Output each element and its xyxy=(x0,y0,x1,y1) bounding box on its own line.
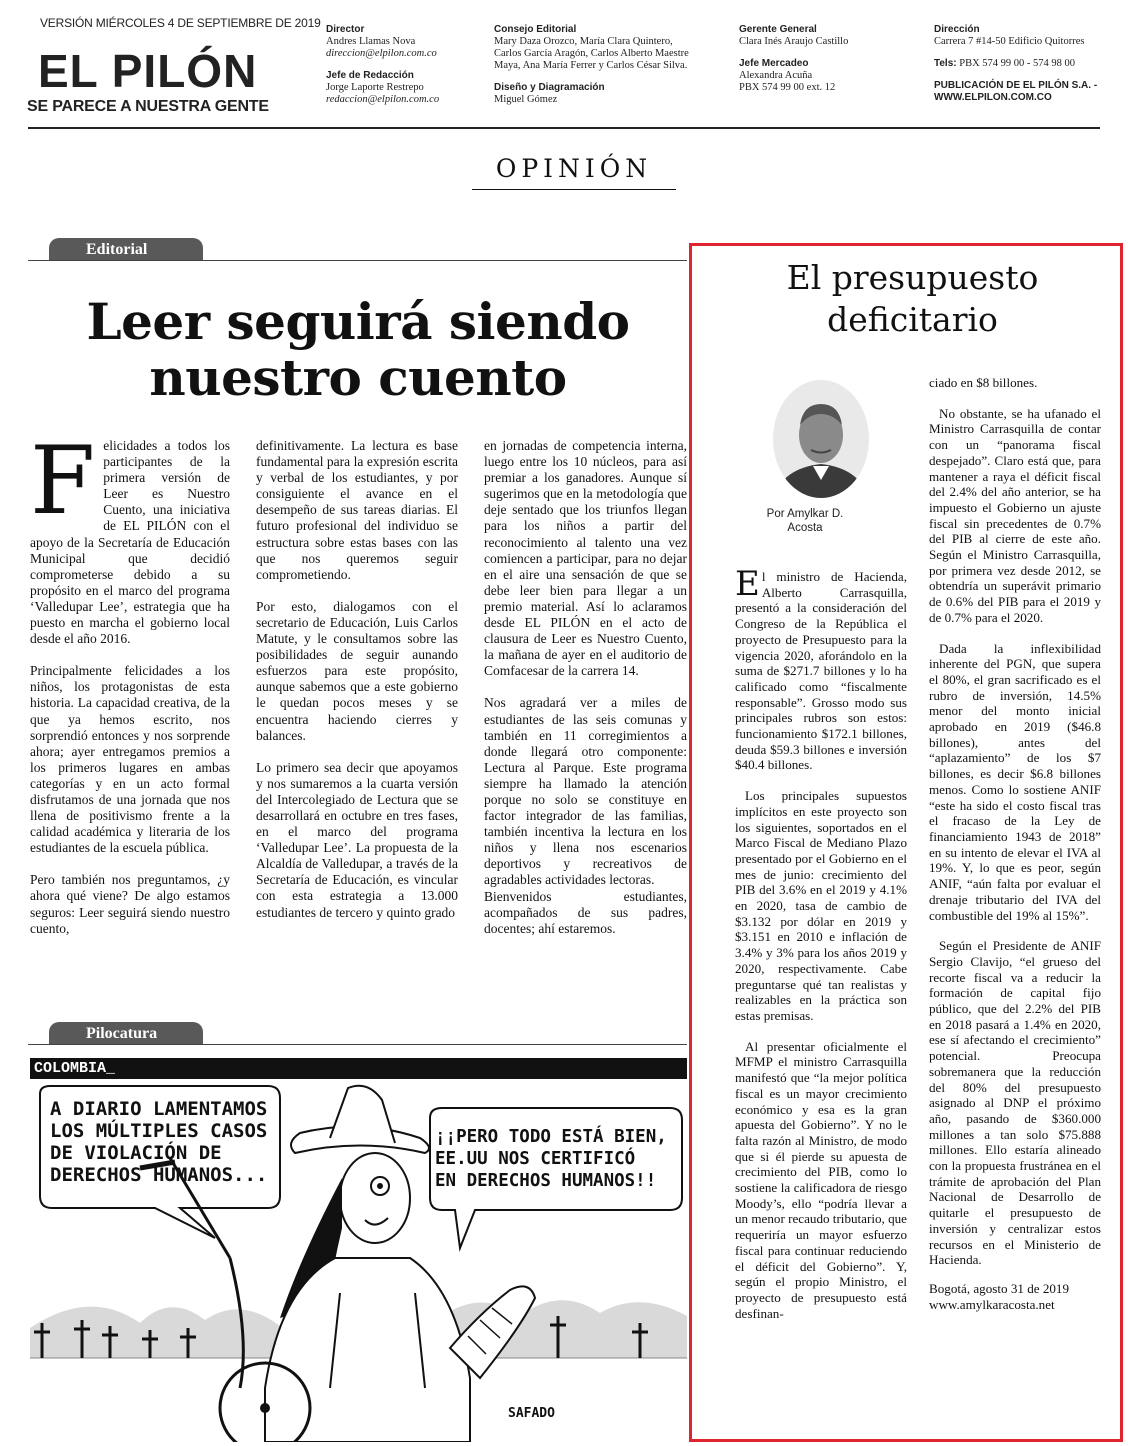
opinion-paragraph: Al presentar oficialmente el MFMP el ministro Carrasquilla manifestó que “la mejor política fiscal es un mayor crecimiento económico y esa es la gran apuesta del Gobierno”. Y no le falta razón al Ministro, de modo que si él pierde su apuesta de crecimiento del PIB, como lo sostiene la calificadora de riesgo Moody’s, ello “podría llevar a un menor recaudo tributario, que requeriría un mayor esfuerzo fiscal para continuar reduciendo el déficit del Gobierno”. Y, según el propio Ministro, el proyecto de presupuesto está desfinan- xyxy=(735,1038,907,1321)
staff-name: Mary Daza Orozco, María Clara Quintero, xyxy=(494,36,673,47)
editorial-paragraph: Principalmente felicidades a los niños, los protagonistas de esta historia. La capacidad creativa, de la que ya hemos escrito, nos sorprendió entonces y nos sorprende ahora; ayer entregamos premios a los primeros lugares en ambas categorías y en un acto formal disfrutamos de una jornada que nos llena de positivismo frente a la calidad académica y literaria de los estudiantes de la escuela pública. xyxy=(30,663,230,856)
pilocatura-tab: Pilocatura xyxy=(49,1022,203,1045)
newspaper-tagline: SE PARECE A NUESTRA GENTE xyxy=(27,98,269,115)
pilocatura-tab-rule xyxy=(28,1044,687,1045)
staff-phones xyxy=(934,58,1097,70)
headline-line: deficitario xyxy=(827,300,998,339)
masthead-rule xyxy=(28,127,1100,129)
bubble-line: DERECHOS HUMANOS... xyxy=(50,1164,268,1186)
editorial-paragraph: en jornadas de competencia interna, luego entre los 10 núcleos, para así premiar a los ganadores. Aunque sí sugerimos que en la metodología que deje sentado que los triunfos llegan para los niños a partir del reconocimiento al talento una vez comiencen a participar, para no dejar en el aire una sensación de que se debe leer bien para llegar a un premio material. Así lo aclaramos desde EL PILÓN en el acto de clausura de Leer es Nuestro Cuento, la mañana de ayer en el auditorio de Comfacesar de la carrera 14. xyxy=(484,438,687,679)
staff-email: redaccion@elpilon.com.co xyxy=(326,94,440,105)
opinion-website-link[interactable]: www.amylkaracosta.net xyxy=(929,1296,1055,1312)
staff-role: Gerente General xyxy=(739,24,817,35)
opinion-paragraph: Los principales supuestos implícitos en este proyecto son los siguientes, soportados en el Marco Fiscal de Mediano Plazo presentado por el Gobierno en el mes de junio: crecimiento del PIB del 3.6% en el 2019 y 4.1% en 2020, tasa de cambio de $3.132 por dólar en 2019 y $3.151 en 2010 e inflación de 3.4% y 3% para los años 2019 y 2020, respectivamente. Cabe preguntarse qué tan realistas y realizables en la práctica son estas premisas. xyxy=(735,788,907,1023)
bubble-line: LOS MÚLTIPLES CASOS xyxy=(50,1120,268,1142)
opinion-column-2 xyxy=(929,375,1101,1312)
editorial-dropcap: F xyxy=(30,427,96,536)
author-photo xyxy=(773,380,869,498)
staff-block-direccion xyxy=(934,24,1097,104)
opinion-dropcap: E xyxy=(735,564,760,604)
byline-line: Por Amylkar D. xyxy=(766,508,844,520)
newspaper-logo: EL PILÓN xyxy=(38,45,258,97)
editorial-tab: Editorial xyxy=(49,238,203,261)
staff-email: direccion@elpilon.com.co xyxy=(326,48,437,59)
tels-label: Tels: xyxy=(934,58,957,69)
tels-value: PBX 574 99 00 - 574 98 00 xyxy=(959,58,1076,69)
edition-date: VERSIÓN MIÉRCOLES 4 DE SEPTIEMBRE DE 2019 xyxy=(40,16,321,30)
staff-block-gerente xyxy=(739,24,848,94)
editorial-paragraph: Lo primero sea decir que apoyamos y nos sumaremos a la cuarta versión del Intercolegiado de Lectura que se desarrollará en octubre en tres fases, en el marco del programa ‘Valledupar Lee’. La propuesta de la Alcaldía de Valledupar, a través de la Secretaría de Educación, es vincular con esta estrategia a 13.000 estudiantes de tercero y quinto grado xyxy=(256,759,458,920)
cartoon-brand: COLOMBIA_ xyxy=(34,1060,116,1077)
staff-block-director xyxy=(326,24,439,106)
staff-role: Jefe Mercadeo xyxy=(739,58,809,69)
cartoonist-signature: SAFADO xyxy=(508,1406,555,1421)
bubble-line: EE.UU NOS CERTIFICÓ xyxy=(435,1149,636,1169)
staff-role: Dirección xyxy=(934,24,980,35)
staff-phone: PBX 574 99 00 ext. 12 xyxy=(739,82,836,93)
bubble-line: ¡¡PERO TODO ESTÁ BIEN, xyxy=(435,1127,667,1147)
publisher-line: PUBLICACIÓN DE EL PILÓN S.A. - xyxy=(934,80,1098,91)
editorial-tab-rule xyxy=(28,260,687,261)
bubble-line: DE VIOLACIÓN DE xyxy=(50,1142,222,1164)
speech-bubble-1 xyxy=(50,1098,267,1186)
staff-role: Jefe de Redacción xyxy=(326,70,414,81)
opinion-paragraph: ciado en $8 billones. xyxy=(929,375,1038,390)
staff-address: Carrera 7 #14-50 Edificio Quitorres xyxy=(934,36,1085,47)
byline-line: Acosta xyxy=(787,522,823,534)
staff-role: Consejo Editorial xyxy=(494,24,577,35)
opinion-paragraph: Dada la inflexibilidad inherente del PGN, que supera el 80%, el gran sacrificado es el rubro de inversión, 14.5% menor del monto inicial aprobado en 2019 ($46.8 billones), antes del “aplazamiento” de los $7 billones, es decir $6.8 billones menos. Como lo sostiene ANIF “este ha sido el costo fiscal tras el fracaso de la Ley de financiamiento 1943 de 2018” en su intento de elevar el IVA al 19%. Y, lo que es peor, según ANIF, “aún falta por evaluar el drenaje tributario del IVA del combustible del 19% al 15%”. xyxy=(929,640,1101,923)
opinion-headline xyxy=(720,257,1105,341)
headline-line: nuestro cuento xyxy=(149,348,567,407)
bubble-line: A DIARIO LAMENTAMOS xyxy=(50,1098,268,1120)
staff-role: Director xyxy=(326,24,365,35)
opinion-paragraph: l ministro de Hacienda, Alberto Carrasquilla, presentó a la consideración del Congreso de la República el proyecto de Presupuesto para la vigencia 2020, aforándolo en la suma de $271.7 billones y lo ha calificado como “fiscalmente responsable”. Grosso modo sus principales rubros son estos: funcionamiento $172.1 billones, deuda $59.3 billones e inversión $40.4 billones. xyxy=(735,569,907,773)
bubble-line: EN DERECHOS HUMANOS!! xyxy=(435,1171,657,1191)
staff-name: Alexandra Acuña xyxy=(739,70,813,81)
author-portrait-icon xyxy=(773,380,869,498)
headline-line: Leer seguirá siendo xyxy=(86,292,630,351)
editorial-column-3 xyxy=(484,438,687,937)
staff-name: Jorge Laporte Restrepo xyxy=(326,82,424,93)
publisher-website[interactable]: WWW.ELPILON.COM.CO xyxy=(934,92,1052,103)
staff-name: Miguel Gómez xyxy=(494,94,558,105)
staff-block-consejo xyxy=(494,24,689,106)
opinion-paragraph: Según el Presidente de ANIF Sergio Clavijo, “el grueso del recorte fiscal va a reducir la formación de capital fijo público, que del 2.2% del PIB en 2018 pasará a 1.4% en 2020, ese sí afectando el crecimiento” potencial. Preocupa sobremanera que la reducción del 80% del presupuesto asignado al DNP el próximo año, pasando de $360.000 millones a tan solo $75.888 millones. Ello estaría alineado con la propuesta frustránea en el trámite de aprobación del Plan Nacional de Desarrollo de quitarle el presupuesto de inversión y centralizar estos recursos en el Ministerio de Hacienda. xyxy=(929,938,1101,1268)
editorial-paragraph: definitivamente. La lectura es base fundamental para la expresión escrita y verbal de los estudiantes, y por consiguiente el avance en el desempeño de sus tareas diarias. El futuro profesional del individuo se estructura sobre estas bases con las que nos queremos seguir comprometiendo. xyxy=(256,438,458,582)
staff-name: Maya, Ana María Ferrer y Carlos César Silva. xyxy=(494,60,688,71)
editorial-column-2 xyxy=(256,438,458,921)
staff-name: Clara Inés Araujo Castillo xyxy=(739,36,849,47)
editorial-paragraph: elicidades a todos los participantes de la primera versión de Leer es Nuestro Cuento, una iniciativa de EL PILÓN con el apoyo de la Secretaría de Educación Municipal que decidió comprometerse debido a su propósito en el marco del programa ‘Valledupar Lee’, estrategia que ha puesto en marcha el gobierno local desde el año 2016. xyxy=(30,438,230,647)
editorial-headline xyxy=(30,294,686,406)
editorial-paragraph: Nos agradará ver a miles de estudiantes de las seis comunas y también en 11 corregimientos a donde llegará otro componente: Lectura al Parque. Este programa siempre ha llamado la atención porque no solo se constituye en factor integrador de las familias, también incentiva la lectura en los niños y llena nos escenarios deportivos y recreativos de agradables actividades lectoras. xyxy=(484,695,687,888)
editorial-paragraph: Bienvenidos estudiantes, acompañados de sus padres, docentes; ahí estaremos. xyxy=(484,888,687,936)
staff-name: Andres Llamas Nova xyxy=(326,36,416,47)
staff-name: Carlos García Aragón, Carlos Alberto Maestre xyxy=(494,48,689,59)
headline-line: El presupuesto xyxy=(786,258,1039,297)
opinion-byline xyxy=(735,507,875,535)
staff-role: Diseño y Diagramación xyxy=(494,82,605,93)
editorial-column-1 xyxy=(30,427,230,937)
editorial-cartoon xyxy=(30,1058,687,1442)
editorial-paragraph: Pero también nos preguntamos, ¿y ahora qué viene? De algo estamos seguros: Leer seguirá siendo nuestro cuento, xyxy=(30,872,230,936)
opinion-dateline: Bogotá, agosto 31 de 2019 xyxy=(929,1280,1070,1296)
section-title-rule xyxy=(472,189,676,190)
opinion-paragraph: No obstante, se ha ufanado el Ministro Carrasquilla de contar con un “panorama fiscal despejado”. Claro está que, para mantener a raya el déficit fiscal del 2.4% del año anterior, se ha impuesto el Gobierno un ajuste fiscal sin precedentes de 0.7% del PIB al cierre de este año. Según el Ministro Carrasquilla, por primera vez desde 2012, se obtendría un superávit primario de 0.6% del PIB para el 2019 y de 0.7% para el 2020. xyxy=(929,405,1101,625)
section-title: OPINIÓN xyxy=(495,154,653,183)
speech-bubble-2 xyxy=(435,1126,667,1192)
editorial-paragraph: Por esto, dialogamos con el secretario de Educación, Luis Carlos Matute, y le consultamos sobre las posibilidades de seguir aunando esfuerzos para este propósito, aunque sabemos que a este gobierno le quedan pocos meses y se encuentra haciendo cierres y balances. xyxy=(256,598,458,743)
opinion-column-1 xyxy=(735,564,907,1321)
